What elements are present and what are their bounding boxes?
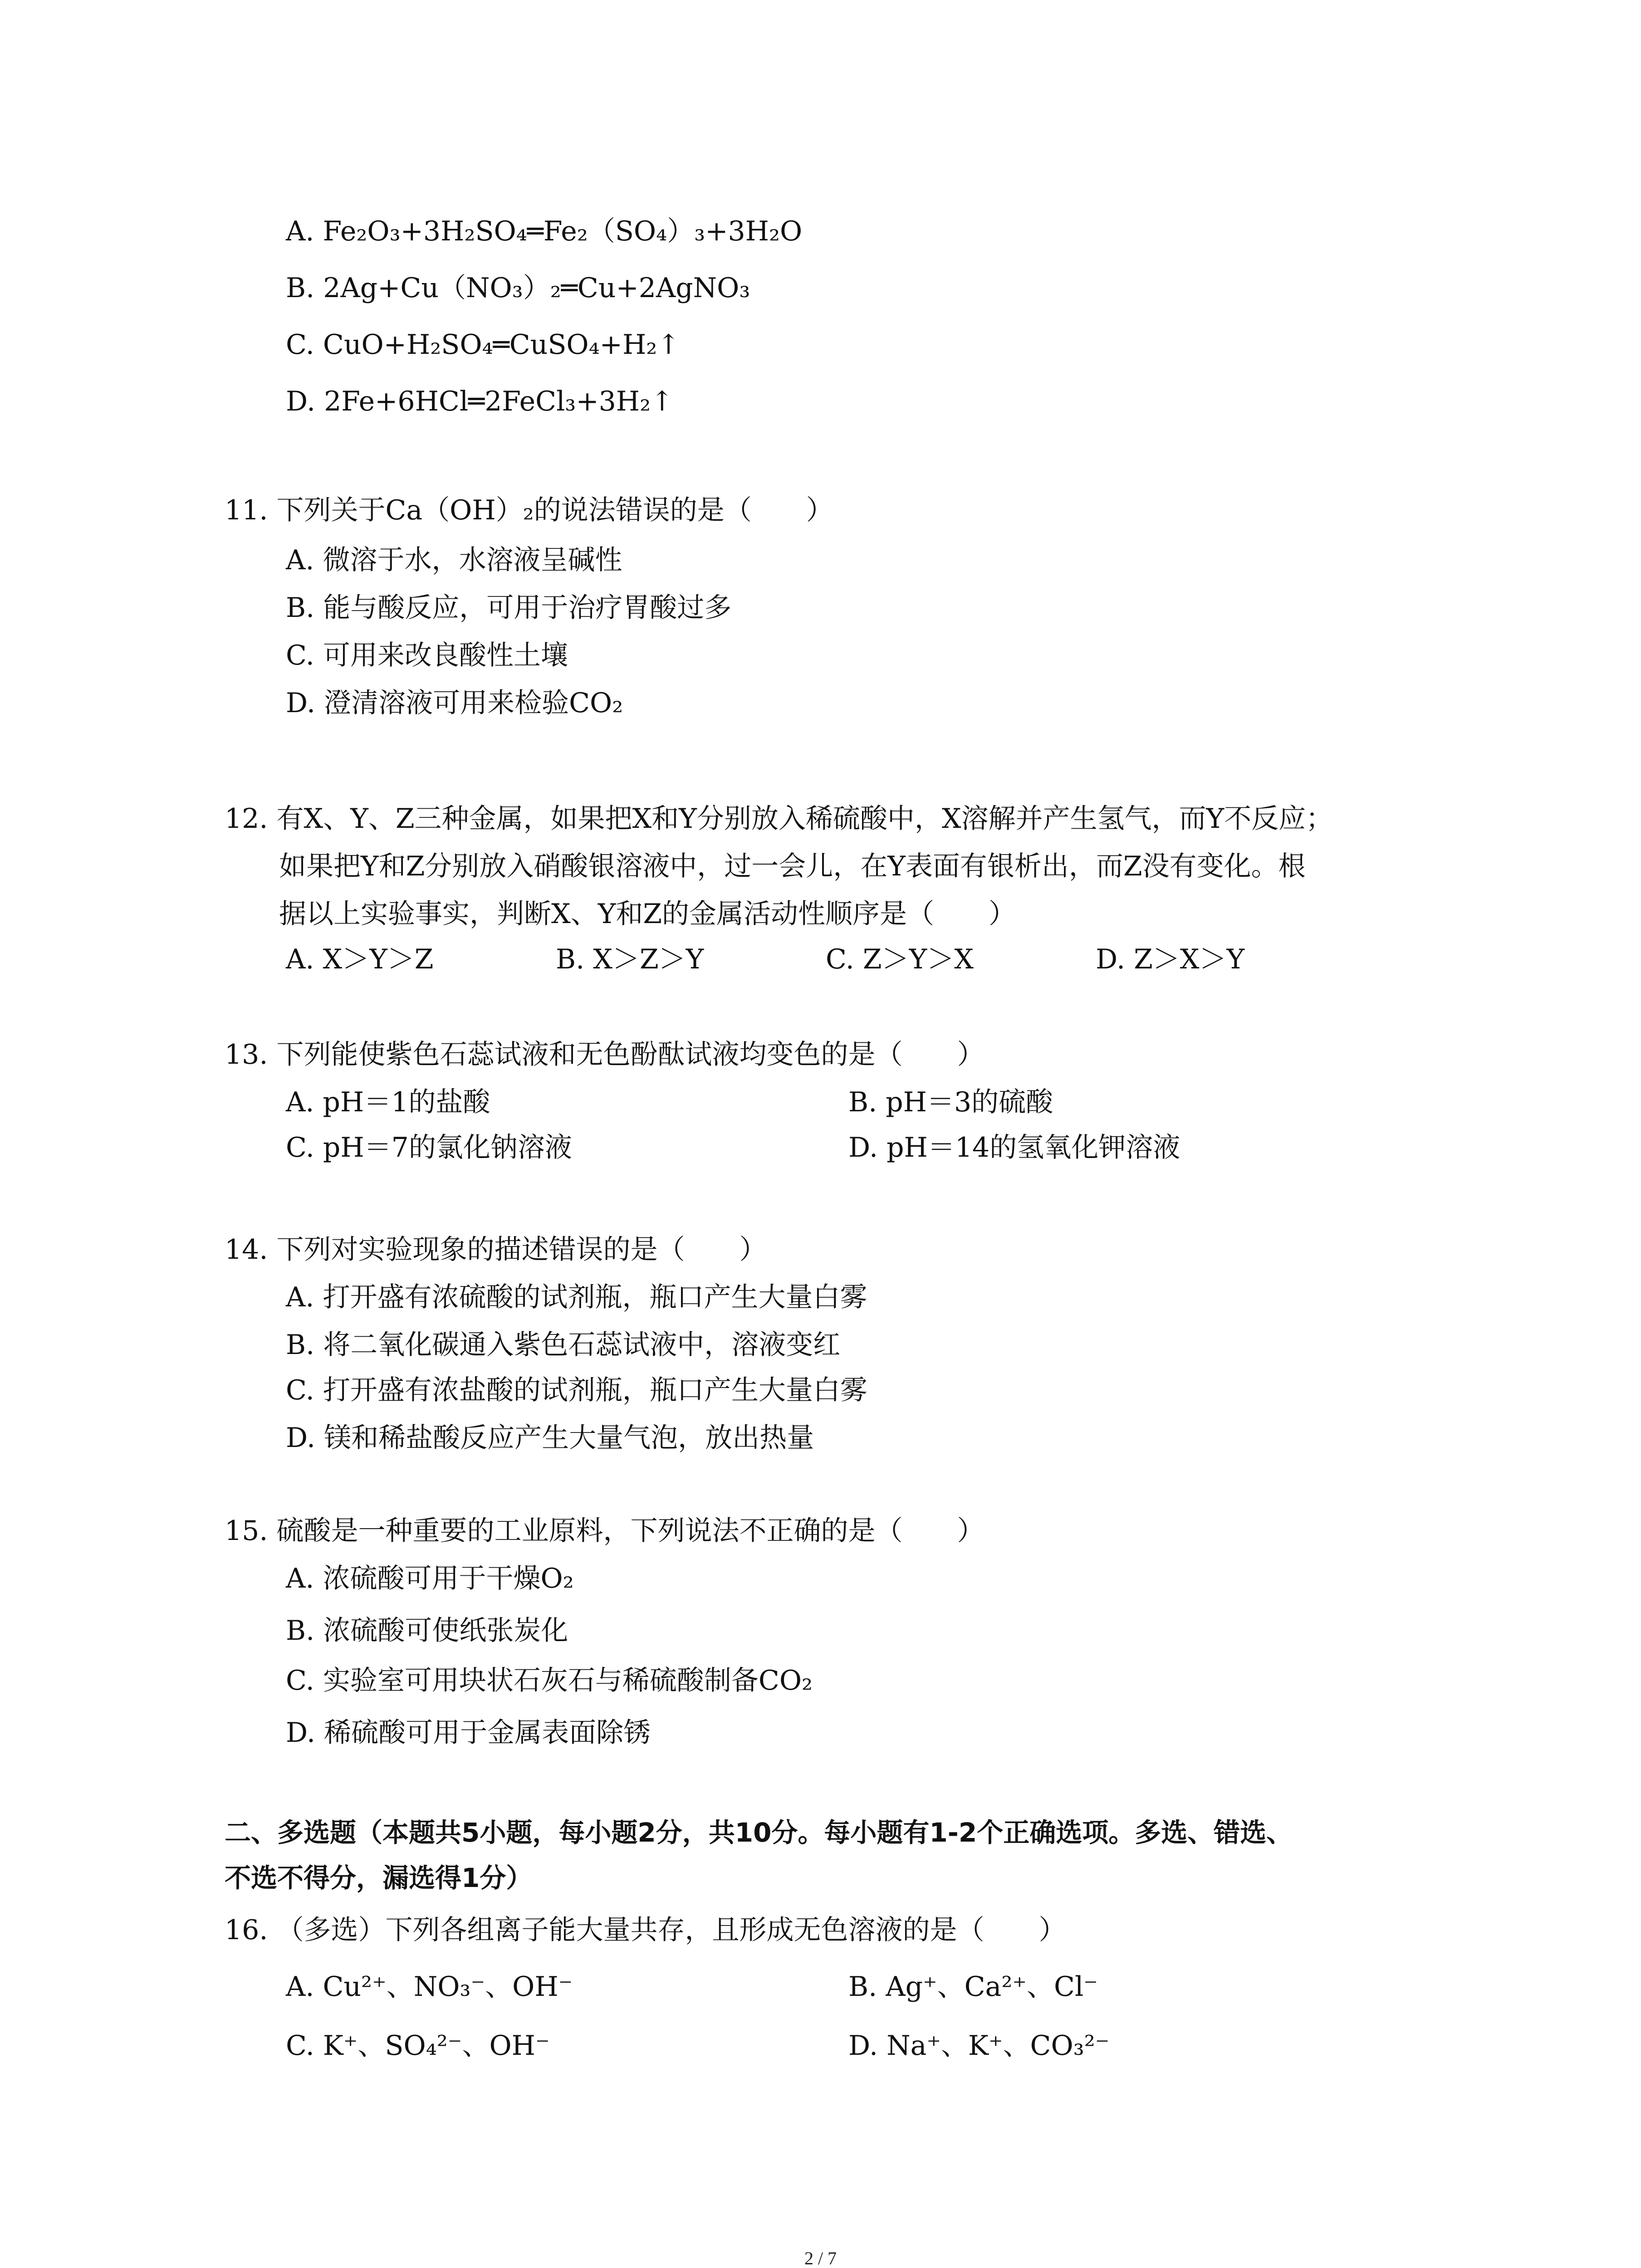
- question-14-option-d: D. 镁和稀盐酸反应产生大量气泡，放出热量: [286, 1422, 814, 1454]
- question-13-option-b: B. pH＝3的硫酸: [848, 1086, 1053, 1118]
- question-11-option-d: D. 澄清溶液可用来检验CO₂: [286, 687, 623, 719]
- question-11-option-c: C. 可用来改良酸性土壤: [286, 640, 568, 671]
- prev-question-option-b: B. 2Ag+Cu（NO₃）₂═Cu+2AgNO₃: [286, 272, 750, 304]
- question-12-stem-line-2: 如果把Y和Z分别放入硝酸银溶液中，过一会儿，在Y表面有银析出，而Z没有变化。根: [279, 850, 1306, 882]
- question-13-option-a: A. pH＝1的盐酸: [286, 1086, 490, 1118]
- question-15-option-c: C. 实验室可用块状石灰石与稀硫酸制备CO₂: [286, 1665, 813, 1696]
- question-16-option-c: C. K⁺、SO₄²⁻、OH⁻: [286, 2030, 550, 2062]
- question-16-option-a: A. Cu²⁺、NO₃⁻、OH⁻: [286, 1971, 573, 2003]
- section-2-heading-line-1: 二、多选题（本题共5小题，每小题2分，共10分。每小题有1-2个正确选项。多选、错选、: [225, 1817, 1293, 1848]
- question-13-option-c: C. pH＝7的氯化钠溶液: [286, 1132, 572, 1163]
- prev-question-option-c: C. CuO+H₂SO₄═CuSO₄+H₂↑: [286, 329, 680, 361]
- question-15-option-b: B. 浓硫酸可使纸张炭化: [286, 1615, 568, 1647]
- question-15-stem: 15. 硫酸是一种重要的工业原料，下列说法不正确的是（ ）: [225, 1515, 985, 1547]
- question-12-stem-line-3: 据以上实验事实，判断X、Y和Z的金属活动性顺序是（ ）: [279, 898, 1016, 930]
- question-15-option-a: A. 浓硫酸可用于干燥O₂: [286, 1563, 574, 1594]
- question-14-option-a: A. 打开盛有浓硫酸的试剂瓶，瓶口产生大量白雾: [286, 1281, 867, 1313]
- question-16-option-b: B. Ag⁺、Ca²⁺、Cl⁻: [848, 1971, 1098, 2003]
- question-16-option-d: D. Na⁺、K⁺、CO₃²⁻: [848, 2030, 1110, 2062]
- question-13-stem: 13. 下列能使紫色石蕊试液和无色酚酞试液均变色的是（ ）: [225, 1039, 985, 1070]
- prev-question-option-a: A. Fe₂O₃+3H₂SO₄═Fe₂（SO₄）₃+3H₂O: [286, 215, 803, 247]
- question-15-option-d: D. 稀硫酸可用于金属表面除锈: [286, 1717, 651, 1749]
- question-12-option-b: B. X＞Z＞Y: [556, 943, 704, 975]
- question-14-stem: 14. 下列对实验现象的描述错误的是（ ）: [225, 1234, 767, 1266]
- question-11-option-a: A. 微溶于水，水溶液呈碱性: [286, 544, 622, 576]
- question-13-option-d: D. pH＝14的氢氧化钾溶液: [848, 1132, 1181, 1163]
- section-2-heading-line-2: 不选不得分，漏选得1分）: [225, 1862, 533, 1893]
- question-12-option-d: D. Z＞X＞Y: [1096, 943, 1245, 975]
- question-16-stem: 16. （多选）下列各组离子能大量共存，且形成无色溶液的是（ ）: [225, 1914, 1066, 1946]
- question-14-option-c: C. 打开盛有浓盐酸的试剂瓶，瓶口产生大量白雾: [286, 1374, 867, 1406]
- question-12-option-c: C. Z＞Y＞X: [826, 943, 974, 975]
- page-number: 2 / 7: [804, 2248, 837, 2268]
- question-12-option-a: A. X＞Y＞Z: [286, 943, 434, 975]
- prev-question-option-d: D. 2Fe+6HCl═2FeCl₃+3H₂↑: [286, 386, 674, 417]
- question-14-option-b: B. 将二氧化碳通入紫色石蕊试液中，溶液变红: [286, 1329, 841, 1361]
- question-11-stem: 11. 下列关于Ca（OH）₂的说法错误的是（ ）: [225, 494, 833, 526]
- question-11-option-b: B. 能与酸反应，可用于治疗胃酸过多: [286, 592, 732, 624]
- question-12-stem-line-1: 12. 有X、Y、Z三种金属，如果把X和Y分别放入稀硫酸中，X溶解并产生氢气，而Y不反应；: [225, 803, 1333, 835]
